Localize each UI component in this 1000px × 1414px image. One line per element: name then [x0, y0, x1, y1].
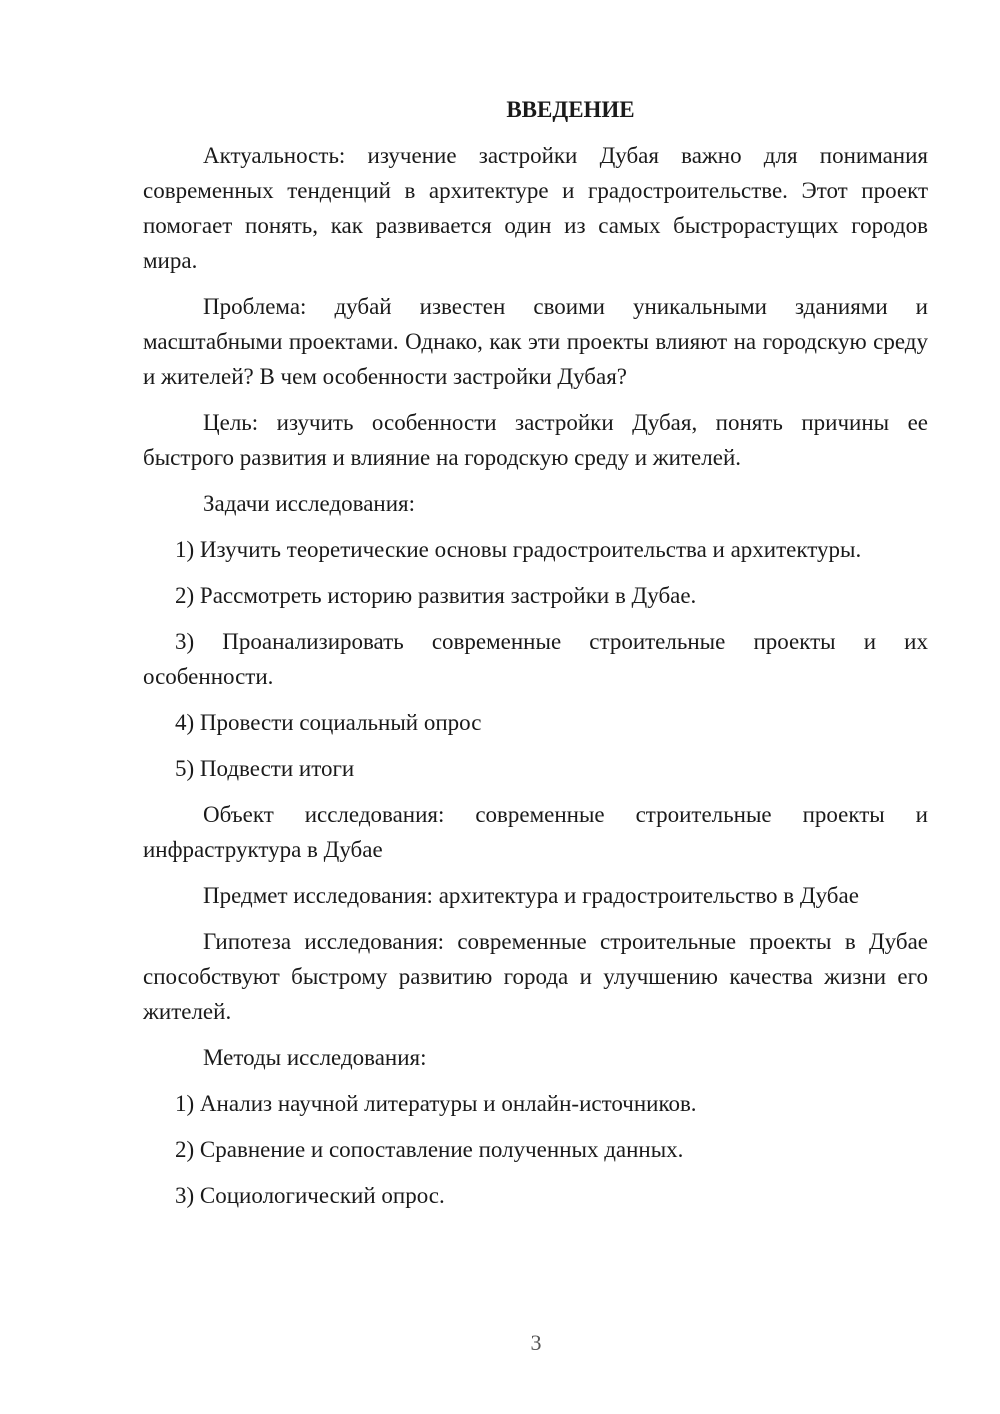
task-item: 5) Подвести итоги [175, 756, 355, 781]
tasks-heading: Задачи исследования: [203, 491, 416, 516]
page-title: ВВЕДЕНИЕ [506, 97, 635, 122]
task-item: 1) Изучить теоретические основы градостроительства и архитектуры. [175, 537, 862, 562]
document-body [143, 92, 928, 1213]
task-item: 3) Проанализировать современные строительные проекты и их особенности. [143, 629, 928, 689]
object-paragraph: Объект исследования: современные строительные проекты и инфраструктура в Дубае [143, 802, 928, 862]
task-item: 2) Рассмотреть историю развития застройки в Дубае. [175, 583, 697, 608]
goal-paragraph: Цель: изучить особенности застройки Дубая, понять причины ее быстрого развития и влияние на городскую среду и жителей. [143, 410, 928, 470]
method-item: 3) Социологический опрос. [175, 1183, 445, 1208]
subject-paragraph: Предмет исследования: архитектура и градостроительство в Дубае [203, 883, 859, 908]
methods-heading: Методы исследования: [203, 1045, 427, 1070]
method-item: 1) Анализ научной литературы и онлайн-источников. [175, 1091, 697, 1116]
relevance-paragraph: Актуальность: изучение застройки Дубая важно для понимания современных тенденций в архитектуре и градостроительстве. Этот проект помогает понять, как развивается один из самых быстрорастущих городов мира. [143, 143, 928, 273]
method-item: 2) Сравнение и сопоставление полученных данных. [175, 1137, 684, 1162]
problem-paragraph: Проблема: дубай известен своими уникальными зданиями и масштабными проектами. Однако, как эти проекты влияют на городскую среду и жителей? В чем особенности застройки Дубая? [143, 294, 928, 389]
page-number: 3 [530, 1330, 542, 1355]
task-item: 4) Провести социальный опрос [175, 710, 482, 735]
hypothesis-paragraph: Гипотеза исследования: современные строительные проекты в Дубае способствуют быстрому развитию города и улучшению качества жизни его жителей. [143, 929, 928, 1024]
